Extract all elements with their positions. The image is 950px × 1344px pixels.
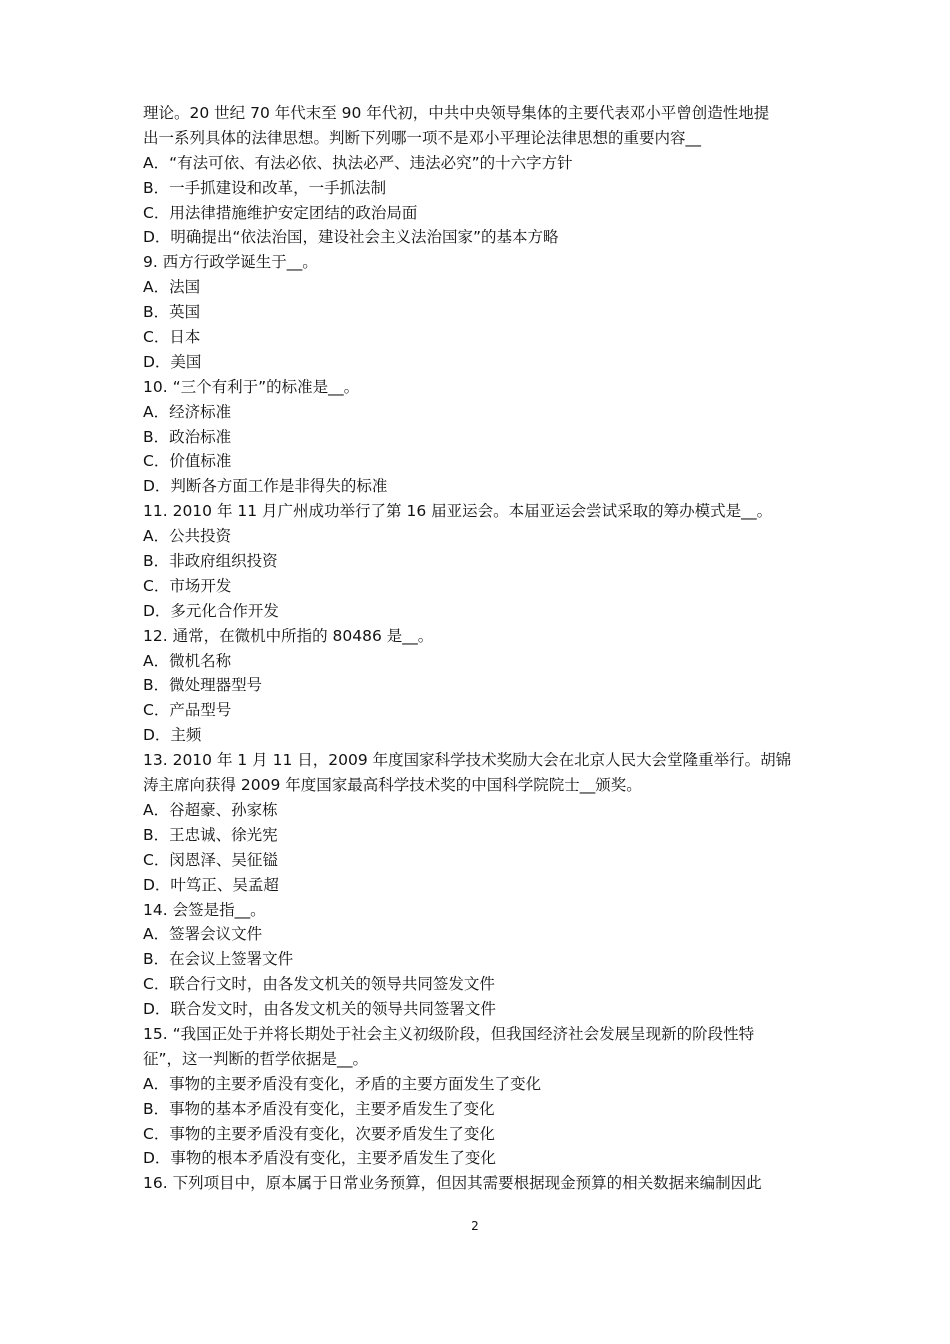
- question-line: 15. “我国正处于并将长期处于社会主义初级阶段，但我国经济社会发展呈现新的阶段性特: [143, 1024, 755, 1043]
- text-line: 理论。20 世纪 70 年代末至 90 年代初，中共中央领导集体的主要代表邓小平曾创造性地提: [143, 104, 770, 122]
- option-line: A．微机名称: [143, 651, 232, 670]
- option-line: C．联合行文时，由各发文机关的领导共同签发文件: [143, 975, 495, 994]
- question-line: 11. 2010 年 11 月广州成功举行了第 16 届亚运会。本届亚运会尝试采取的筹办模式是__。: [143, 502, 773, 521]
- question-line: 12. 通常，在微机中所指的 80486 是__。: [143, 626, 434, 645]
- question-line: 涛主席向获得 2009 年度国家最高科学技术奖的中国科学院院士__颁奖。: [143, 776, 642, 795]
- option-line: A．事物的主要矛盾没有变化，矛盾的主要方面发生了变化: [143, 1074, 542, 1093]
- option-line: D．联合发文时，由各发文机关的领导共同签署文件: [143, 1000, 496, 1019]
- option-line: D．叶笃正、吴孟超: [143, 875, 279, 894]
- option-line: C．事物的主要矛盾没有变化，次要矛盾发生了变化: [143, 1124, 495, 1143]
- option-line: B．英国: [143, 303, 201, 322]
- question-line: 14. 会签是指__。: [143, 900, 266, 919]
- option-line: B．在会议上签署文件: [143, 950, 294, 969]
- option-line: C．市场开发: [143, 576, 232, 595]
- option-line: A．谷超豪、孙家栋: [143, 800, 278, 819]
- option-line: B．微处理器型号: [143, 676, 263, 695]
- question-line: 10. “三个有利于”的标准是__。: [143, 377, 360, 396]
- option-line: A．公共投资: [143, 527, 232, 546]
- question-line: 征”，这一判断的哲学依据是__。: [143, 1049, 369, 1068]
- option-line: B．一手抓建设和改革，一手抓法制: [143, 178, 387, 197]
- option-line: B．王忠诚、徐光宪: [143, 825, 278, 844]
- option-line: B．非政府组织投资: [143, 552, 278, 571]
- option-line: D．多元化合作开发: [143, 601, 279, 620]
- text-line: 出一系列具体的法律思想。判断下列哪一项不是邓小平理论法律思想的重要内容__: [143, 128, 702, 147]
- option-line: A．签署会议文件: [143, 925, 263, 944]
- question-line: 13. 2010 年 1 月 11 日，2009 年度国家科学技术奖励大会在北京人民大会堂隆重举行。胡锦: [143, 751, 792, 770]
- option-line: B．政治标准: [143, 427, 232, 446]
- page-number: 2: [471, 1219, 479, 1233]
- option-line: A．经济标准: [143, 402, 232, 421]
- option-line: C．价值标准: [143, 452, 232, 471]
- option-line: C．产品型号: [143, 701, 232, 720]
- question-line: 16. 下列项目中，原本属于日常业务预算，但因其需要根据现金预算的相关数据来编制因此: [143, 1174, 762, 1193]
- option-line: A．“有法可依、有法必依、执法必严、违法必究”的十六字方针: [143, 153, 573, 172]
- option-line: A．法国: [143, 278, 201, 297]
- option-line: C．闵恩泽、吴征镒: [143, 850, 278, 869]
- option-line: D．主频: [143, 726, 202, 745]
- option-line: D．明确提出“依法治国，建设社会主义法治国家”的基本方略: [143, 228, 559, 247]
- option-line: B．事物的基本矛盾没有变化，主要矛盾发生了变化: [143, 1099, 495, 1118]
- page-body: [143, 101, 823, 1196]
- option-line: D．事物的根本矛盾没有变化，主要矛盾发生了变化: [143, 1149, 496, 1168]
- option-line: D．美国: [143, 352, 202, 371]
- question-line: 9. 西方行政学诞生于__。: [143, 253, 318, 272]
- option-line: C．日本: [143, 328, 201, 347]
- option-line: D．判断各方面工作是非得失的标准: [143, 477, 388, 496]
- option-line: C．用法律措施维护安定团结的政治局面: [143, 203, 418, 222]
